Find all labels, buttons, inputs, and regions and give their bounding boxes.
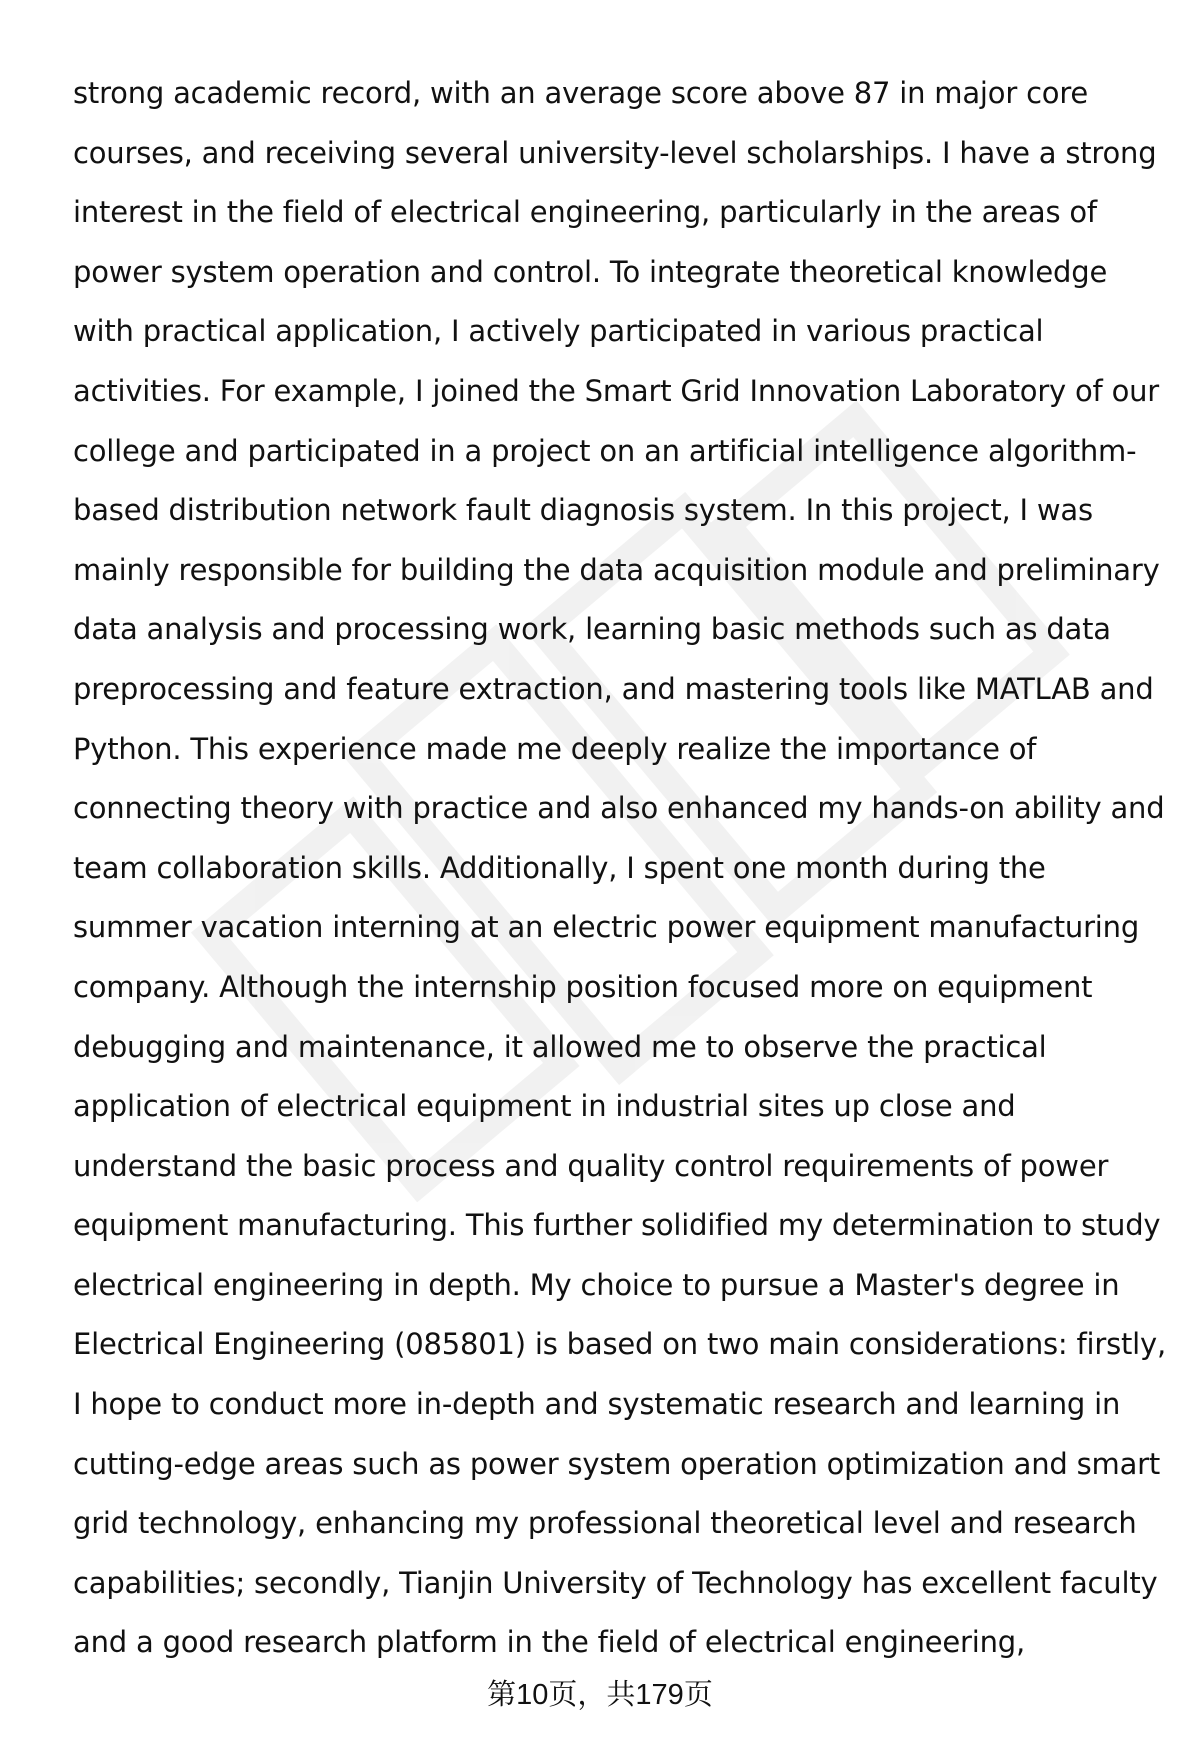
text-line: with practical application, I actively participated in various practical xyxy=(73,314,1044,349)
text-line: based distribution network fault diagnosis system. In this project, I was xyxy=(73,493,1093,528)
text-line: power system operation and control. To integrate theoretical knowledge xyxy=(73,254,1108,289)
text-line: equipment manufacturing. This further solidified my determination to study xyxy=(73,1208,1161,1243)
text-line: connecting theory with practice and also enhanced my hands-on ability and xyxy=(73,791,1165,826)
text-line: strong academic record, with an average score above 87 in major core xyxy=(73,76,1089,110)
text-line: courses, and receiving several university-level scholarships. I have a strong xyxy=(73,135,1157,170)
text-line: electrical engineering in depth. My choice to pursue a Master's degree in xyxy=(73,1267,1120,1302)
text-line: debugging and maintenance, it allowed me to observe the practical xyxy=(73,1029,1047,1064)
body-text xyxy=(73,64,1183,1673)
text-line: cutting-edge areas such as power system operation optimization and smart xyxy=(73,1446,1161,1481)
text-line: grid technology, enhancing my professional theoretical level and research xyxy=(73,1506,1137,1541)
text-line: capabilities; secondly, Tianjin University of Technology has excellent faculty xyxy=(73,1565,1158,1600)
text-line: summer vacation interning at an electric power equipment manufacturing xyxy=(73,910,1140,945)
text-line: data analysis and processing work, learning basic methods such as data xyxy=(73,612,1111,647)
text-line: team collaboration skills. Additionally, I spent one month during the xyxy=(73,850,1046,885)
text-line: activities. For example, I joined the Smart Grid Innovation Laboratory of our xyxy=(73,373,1160,408)
text-line: understand the basic process and quality control requirements of power xyxy=(73,1148,1109,1183)
text-line: company. Although the internship position focused more on equipment xyxy=(73,969,1093,1004)
text-line: college and participated in a project on an artificial intelligence algorithm- xyxy=(73,433,1137,468)
text-line: Python. This experience made me deeply realize the importance of xyxy=(73,731,1037,766)
page-number: 第10页，共179页 xyxy=(487,1679,713,1711)
text-line: and a good research platform in the field of electrical engineering, xyxy=(73,1625,1025,1660)
text-line: mainly responsible for building the data acquisition module and preliminary xyxy=(73,552,1160,587)
text-line: preprocessing and feature extraction, and mastering tools like MATLAB and xyxy=(73,671,1154,706)
text-line: interest in the field of electrical engineering, particularly in the areas of xyxy=(73,195,1097,230)
text-line: application of electrical equipment in industrial sites up close and xyxy=(73,1089,1016,1124)
text-line: Electrical Engineering (085801) is based on two main considerations: firstly, xyxy=(73,1327,1167,1362)
text-line: I hope to conduct more in-depth and systematic research and learning in xyxy=(73,1387,1121,1422)
